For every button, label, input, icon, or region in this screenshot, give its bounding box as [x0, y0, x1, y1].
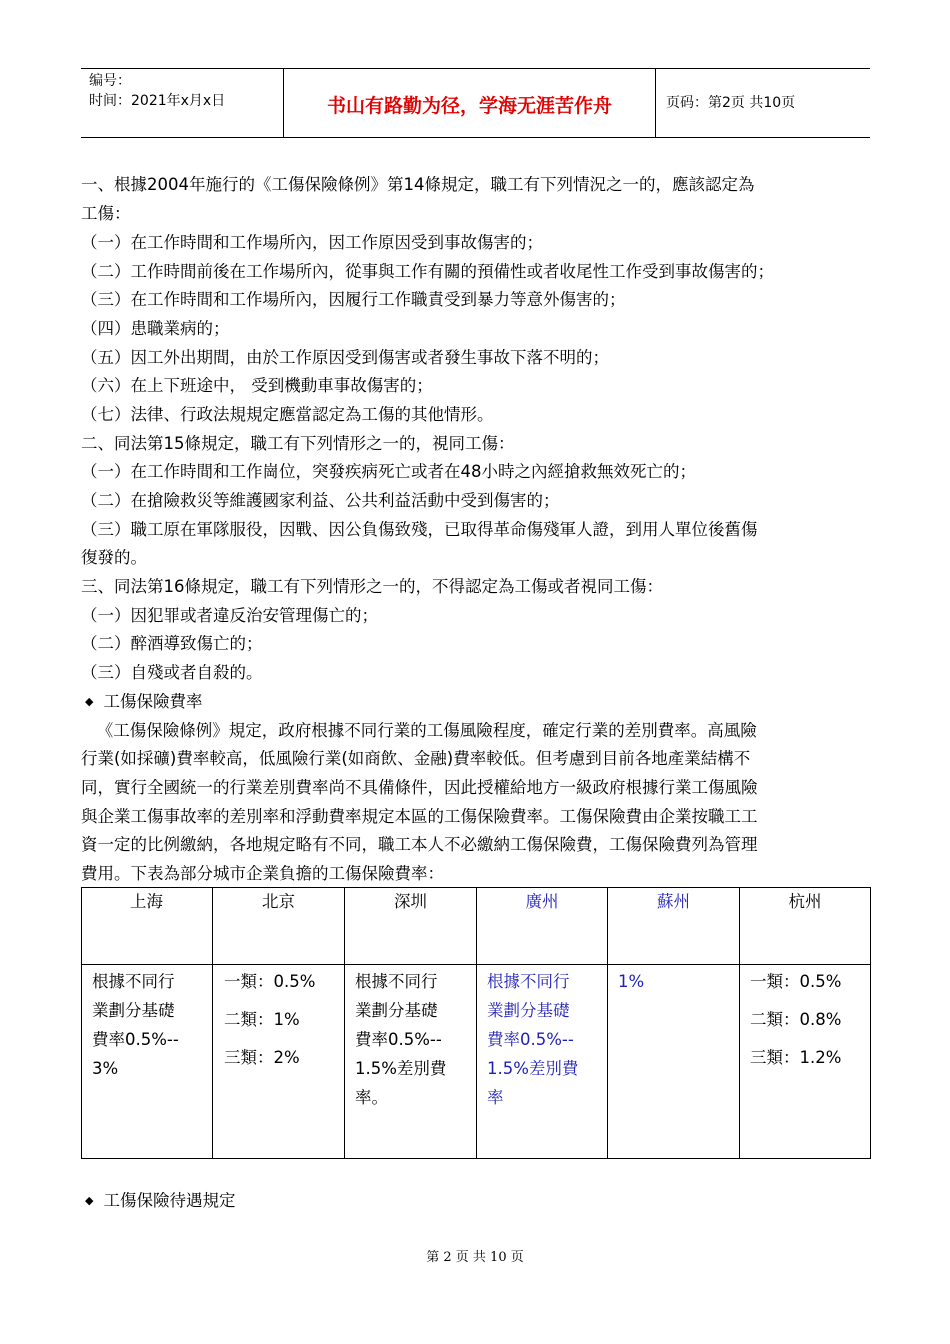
- cell-line: 三類：2%: [224, 1048, 300, 1067]
- motto: 书山有路勤为径，学海无涯苦作舟: [326, 95, 612, 117]
- cell-line: 1.5%差別費: [355, 1059, 447, 1078]
- table-rule: [607, 887, 608, 1159]
- page-footer: 第 2 页 共 10 页: [426, 1250, 524, 1265]
- table-rule: [81, 887, 82, 1159]
- cell-line: 率: [487, 1088, 504, 1107]
- section-title: 工傷保險費率: [103, 692, 203, 711]
- table-cell-shanghai: [92, 967, 179, 1083]
- body-line: （一）因犯罪或者違反治安管理傷亡的；: [81, 606, 378, 625]
- rate-table: [81, 887, 871, 1159]
- table-header-hangzhou: 杭州: [788, 892, 822, 911]
- page-code: 页码：第2页 共10页: [666, 95, 796, 111]
- header-meta-cell: [81, 69, 284, 137]
- section-title: 工傷保險待遇規定: [103, 1191, 236, 1210]
- number-label: 编号：: [89, 73, 131, 89]
- cell-line: 率。: [355, 1088, 388, 1107]
- table-header-shenzhen: 深圳: [394, 892, 427, 911]
- body-line: （一）在工作時間和工作場所內，因工作原因受到事故傷害的；: [81, 233, 543, 252]
- cell-line: 1%: [618, 972, 645, 991]
- table-cell-beijing: [224, 963, 315, 1077]
- table-header-beijing: 北京: [262, 892, 295, 911]
- date-label: 时间：2021年x月x日: [89, 93, 226, 109]
- cell-line: 業劃分基礎: [92, 1001, 175, 1020]
- body-line: 三、同法第16條規定，職工有下列情形之一的，不得認定為工傷或者視同工傷：: [81, 577, 663, 596]
- cell-line: 業劃分基礎: [487, 1001, 570, 1020]
- cell-line: 費率0.5%--: [487, 1030, 574, 1049]
- body-line: （三）自殘或者自殺的。: [81, 663, 263, 682]
- header-motto-cell: [284, 69, 656, 137]
- section-heading-benefits: [85, 1190, 235, 1214]
- cell-line: 一類：0.5%: [224, 972, 316, 991]
- table-header-suzhou: 蘇州: [657, 892, 690, 911]
- body-line: （七）法律、行政法規規定應當認定為工傷的其他情形。: [81, 405, 494, 424]
- body-line: 二、同法第15條規定，職工有下列情形之一的，視同工傷：: [81, 434, 515, 453]
- body-line: 復發的。: [81, 548, 147, 567]
- body-line: （二）醉酒導致傷亡的；: [81, 634, 263, 653]
- cell-line: 二類：1%: [224, 1010, 300, 1029]
- diamond-bullet-icon: ◆: [85, 1194, 94, 1207]
- cell-line: 根據不同行: [487, 972, 570, 991]
- table-rule: [212, 887, 213, 1159]
- paragraph-line: 行業(如採礦)費率較高，低風險行業(如商飲、金融)費率較低。但考慮到目前各地產業結構不: [81, 749, 751, 768]
- cell-line: 業劃分基礎: [355, 1001, 438, 1020]
- diamond-bullet-icon: ◆: [85, 695, 94, 708]
- cell-line: 費率0.5%--: [355, 1030, 442, 1049]
- table-cell-suzhou: [618, 967, 644, 996]
- body-line: 一、根據2004年施行的《工傷保險條例》第14條規定，職工有下列情況之一的，應該認定為: [81, 175, 755, 194]
- table-header-shanghai: 上海: [130, 892, 163, 911]
- paragraph-line: 資一定的比例繳納，各地規定略有不同，職工本人不必繳納工傷保險費，工傷保險費列為管理: [81, 835, 758, 854]
- table-rule: [476, 887, 477, 1159]
- cell-line: 3%: [92, 1059, 119, 1078]
- cell-line: 費率0.5%--: [92, 1030, 179, 1049]
- body-line: （五）因工外出期間，由於工作原因受到傷害或者發生事故下落不明的；: [81, 348, 609, 367]
- paragraph-line: 同，實行全國統一的行業差別費率尚不具備條件，因此授權給地方一級政府根據行業工傷風險: [81, 778, 758, 797]
- body-line: （六）在上下班途中， 受到機動車事故傷害的；: [81, 376, 433, 395]
- body-line: （二）在搶險救災等維護國家利益、公共利益活動中受到傷害的；: [81, 491, 560, 510]
- table-header-guangzhou: 廣州: [525, 892, 559, 911]
- paragraph-line: 與企業工傷事故率的差別率和浮動費率規定本區的工傷保險費率。工傷保險費由企業按職工工: [81, 807, 758, 826]
- body-line: （一）在工作時間和工作崗位，突發疾病死亡或者在48小時之內經搶救無效死亡的；: [81, 462, 696, 481]
- cell-line: 1.5%差別費: [487, 1059, 579, 1078]
- cell-line: 一類：0.5%: [750, 972, 842, 991]
- cell-line: 二類：0.8%: [750, 1010, 842, 1029]
- paragraph-line: 費用。下表為部分城市企業負擔的工傷保險費率：: [81, 864, 444, 883]
- body-line: （三）在工作時間和工作場所內，因履行工作職責受到暴力等意外傷害的；: [81, 290, 626, 309]
- paragraph-line: 《工傷保險條例》規定，政府根據不同行業的工傷風險程度，確定行業的差別費率。高風險: [81, 721, 757, 740]
- cell-line: 根據不同行: [92, 972, 175, 991]
- page-header: [81, 68, 870, 138]
- cell-line: 根據不同行: [355, 972, 438, 991]
- table-rule: [344, 887, 345, 1159]
- table-cell-hangzhou: [750, 963, 841, 1077]
- table-rule: [870, 887, 871, 1159]
- cell-line: 三類：1.2%: [750, 1048, 842, 1067]
- section-heading-rates: [85, 691, 202, 715]
- header-page-cell: [656, 69, 870, 137]
- table-rule: [739, 887, 740, 1159]
- body-line: （二）工作時間前後在工作場所內，從事與工作有關的預備性或者收尾性工作受到事故傷害的；: [81, 262, 774, 281]
- table-cell-shenzhen: [355, 967, 446, 1112]
- body-line: 工傷：: [81, 204, 131, 223]
- body-line: （三）職工原在軍隊服役，因戰、因公負傷致殘，已取得革命傷殘軍人證，到用人單位後舊傷: [81, 520, 758, 539]
- body-line: （四）患職業病的；: [81, 319, 230, 338]
- table-cell-guangzhou: [487, 967, 578, 1112]
